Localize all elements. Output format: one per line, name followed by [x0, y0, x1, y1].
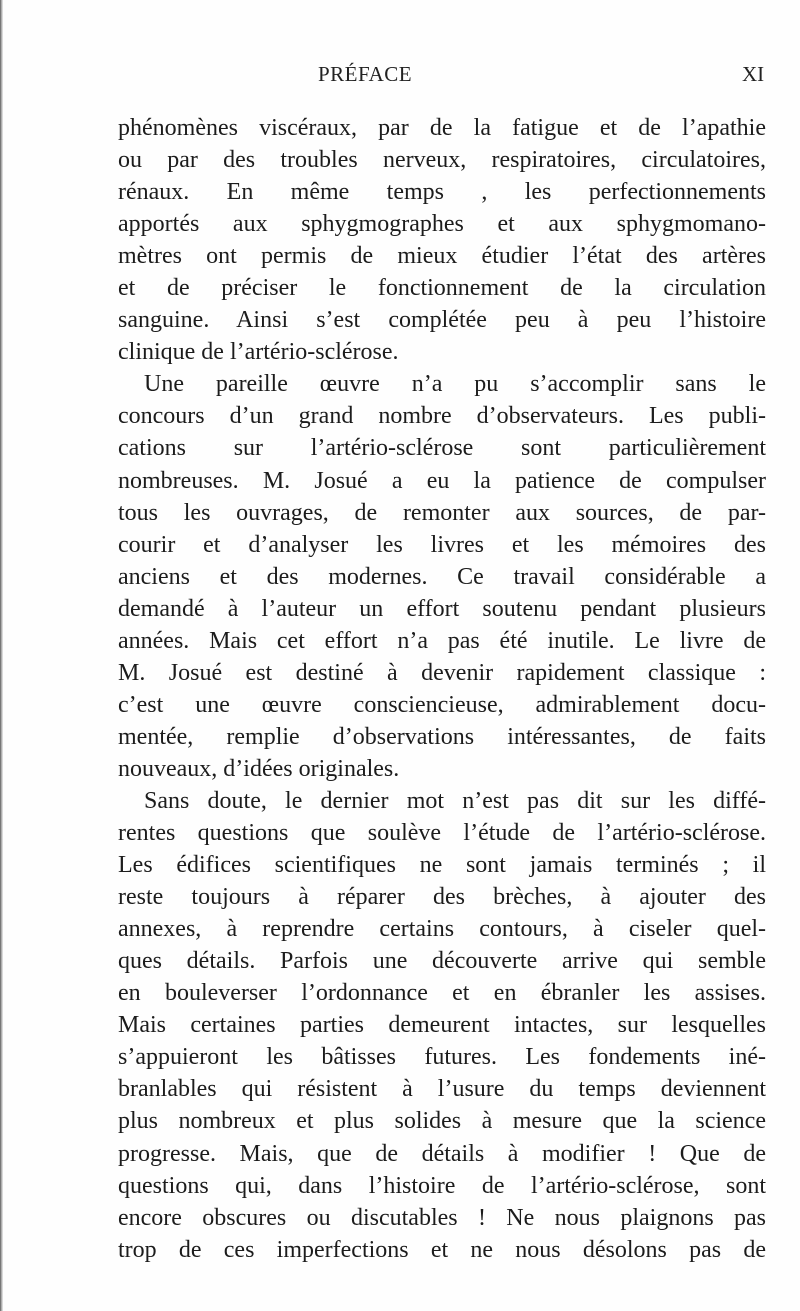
text-line: s’appuieront les bâtisses futures. Les fondements iné-	[118, 1044, 766, 1071]
text-line: sanguine. Ainsi s’est complétée peu à peu l’histoire	[118, 307, 766, 334]
text-line: cations sur l’artério-sclérose sont particulièrement	[118, 435, 766, 462]
text-line: en bouleverser l’ordonnance et en ébranler les assises.	[118, 980, 766, 1007]
text-line: et de préciser le fonctionnement de la circulation	[118, 275, 766, 302]
text-line: annexes, à reprendre certains contours, à ciseler quel-	[118, 916, 766, 943]
page-number: XI	[742, 62, 765, 86]
paragraph-end-line: nouveaux, d’idées originales.	[118, 755, 400, 782]
text-line: rénaux. En même temps , les perfectionnements	[118, 179, 766, 206]
text-line: branlables qui résistent à l’usure du temps deviennent	[118, 1076, 766, 1103]
text-line: demandé à l’auteur un effort soutenu pendant plusieurs	[118, 595, 766, 622]
body-text	[118, 112, 766, 1266]
text-line: c’est une œuvre consciencieuse, admirablement docu-	[118, 691, 766, 718]
text-line: ques détails. Parfois une découverte arrive qui semble	[118, 948, 766, 975]
text-line: M. Josué est destiné à devenir rapidement classique :	[118, 659, 766, 686]
text-line: apportés aux sphygmographes et aux sphygmomano-	[118, 211, 766, 238]
text-line: trop de ces imperfections et ne nous désolons pas de	[118, 1236, 766, 1263]
paragraph-start-line: Une pareille œuvre n’a pu s’accomplir sans le	[144, 371, 766, 398]
text-line: mètres ont permis de mieux étudier l’état des artères	[118, 243, 766, 270]
text-line: reste toujours à réparer des brèches, à ajouter des	[118, 884, 766, 911]
running-head-title: PRÉFACE	[318, 62, 413, 86]
running-head	[0, 62, 800, 92]
text-line: phénomènes viscéraux, par de la fatigue et de l’apathie	[118, 115, 766, 141]
page-binding-edge	[0, 0, 3, 1311]
text-line: courir et d’analyser les livres et les mémoires des	[118, 531, 766, 558]
text-line: plus nombreux et plus solides à mesure que la science	[118, 1108, 766, 1135]
text-line: années. Mais cet effort n’a pas été inutile. Le livre de	[118, 627, 766, 654]
text-line: Mais certaines parties demeurent intactes, sur lesquelles	[118, 1012, 766, 1039]
paragraph-end-line: clinique de l’artério-sclérose.	[118, 339, 399, 366]
paragraph-start-line: Sans doute, le dernier mot n’est pas dit sur les diffé-	[144, 787, 766, 814]
text-line: tous les ouvrages, de remonter aux sources, de par-	[118, 499, 766, 526]
text-line: anciens et des modernes. Ce travail considérable a	[118, 563, 766, 590]
text-line: nombreuses. M. Josué a eu la patience de compulser	[118, 467, 766, 494]
text-line: encore obscures ou discutables ! Ne nous plaignons pas	[118, 1204, 766, 1231]
text-line: Les édifices scientifiques ne sont jamais terminés ; il	[118, 852, 766, 879]
text-line: mentée, remplie d’observations intéressantes, de faits	[118, 723, 766, 750]
text-line: progresse. Mais, que de détails à modifier ! Que de	[118, 1140, 766, 1167]
text-line: ou par des troubles nerveux, respiratoires, circulatoires,	[118, 147, 766, 174]
text-line: rentes questions que soulève l’étude de l’artério-sclérose.	[118, 820, 766, 847]
text-line: questions qui, dans l’histoire de l’artério-sclérose, sont	[118, 1172, 766, 1199]
text-line: concours d’un grand nombre d’observateurs. Les publi-	[118, 403, 766, 430]
